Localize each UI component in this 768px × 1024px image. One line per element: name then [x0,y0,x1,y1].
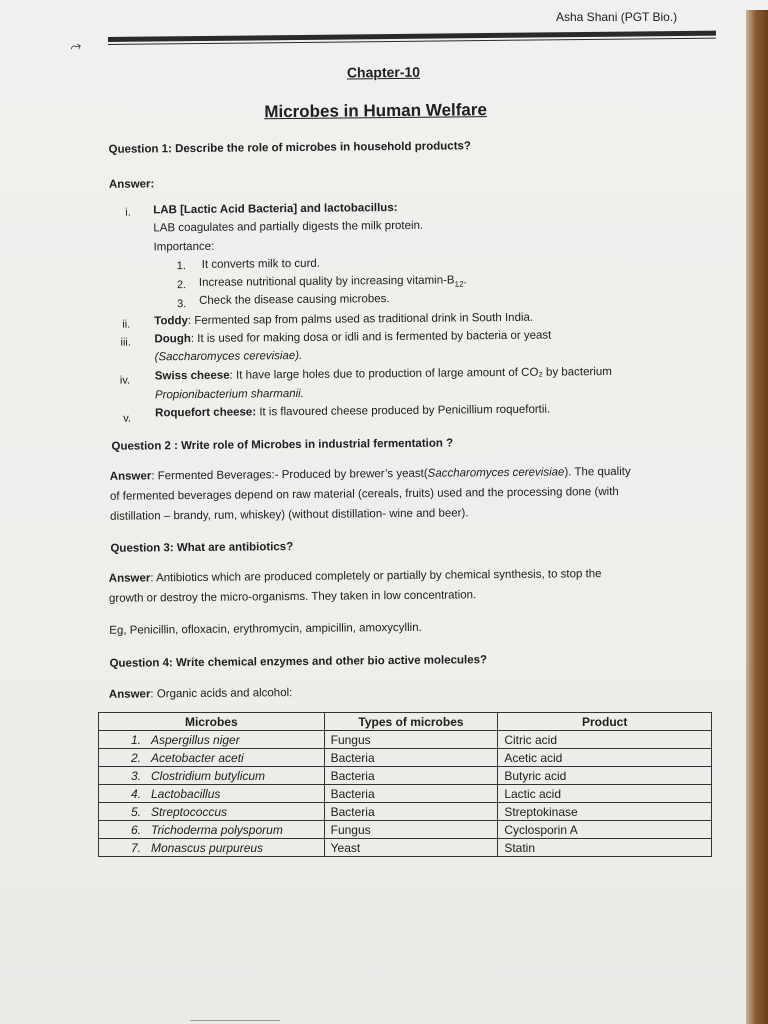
swiss-text: : It have large holes due to production of large amount of CO₂ by bacterium [229,365,612,382]
product-cell: Cyclosporin A [498,821,712,839]
product-cell: Butyric acid [498,767,712,785]
dough-heading: Dough [154,333,191,346]
swiss-heading: Swiss cheese [154,369,230,383]
row-number: 1. [130,732,141,747]
importance-item-1: It converts milk to curd. [201,257,321,271]
vitamin-subscript: 12 [454,279,464,289]
microbes-table [98,712,712,857]
row-number: 7. [130,840,141,855]
table-row [99,839,712,857]
table-row [99,785,712,803]
table-row [99,767,712,785]
microbe-cell [99,821,325,839]
microbe-cell [99,767,325,785]
microbe-name: Clostridium butylicum [151,768,266,783]
microbe-name: Aspergillus niger [151,732,240,747]
answer-2-text-b: ). The quality [564,465,631,479]
product-cell: Streptokinase [498,803,712,821]
microbe-cell [99,749,325,767]
table-row [99,749,712,767]
importance-item-3: Check the disease causing microbes. [199,293,390,307]
answer-3-line-1 [109,568,602,585]
answer-2-line-3: distillation – brandy, rum, whiskey) (without distillation- wine and beer). [110,507,469,523]
importance-num-3: 3. [177,298,187,311]
answer-2-text-a: : Fermented Beverages:- Produced by brewer’s yeast( [151,467,428,483]
type-cell: Bacteria [324,749,498,767]
answer-3-label: Answer [108,572,151,585]
microbe-name: Lactobacillus [151,786,221,801]
swiss-continued: Propionibacterium sharmanii. [154,387,304,402]
question-1: Question 1: Describe the role of microbes in household products? [108,140,471,156]
list-item-dough [154,330,551,346]
type-cell: Bacteria [324,803,498,821]
bottom-mark [190,1020,280,1021]
microbe-cell [99,785,325,803]
product-cell: Citric acid [498,731,712,749]
importance-item-2 [199,274,467,291]
list-num-iv: iv. [119,374,131,387]
list-item-roquefort [155,404,550,420]
question-3: Question 3: What are antibiotics? [110,541,294,555]
product-cell: Statin [498,839,712,857]
answer-4-label: Answer [108,688,151,701]
answer-1-label: Answer: [108,178,155,191]
table-row [99,731,712,749]
row-number: 5. [130,804,141,819]
importance-num-2: 2. [176,279,187,292]
dough-text: : It is used for making dosa or idli and is fermented by bacteria or yeast [190,329,552,345]
pen-mark-icon: ⤳ [67,36,84,56]
row-number: 6. [130,822,141,837]
type-cell: Bacteria [324,785,498,803]
type-cell: Yeast [324,839,498,857]
microbe-name: Monascus purpureus [151,840,264,855]
list-item-toddy [154,312,533,328]
product-cell: Acetic acid [498,749,712,767]
lab-heading: LAB [Lactic Acid Bacteria] and lactobacillus: [153,202,398,217]
answer-3-text: : Antibiotics which are produced completely or partially by chemical synthesis, to stop the [150,568,602,585]
product-cell: Lactic acid [498,785,712,803]
answer-4-text: : Organic acids and alcohol: [150,687,293,701]
author-header: Asha Shani (PGT Bio.) [556,10,678,24]
importance-item-2-text: Increase nutritional quality by increasing vitamin-B [198,274,455,289]
type-cell: Bacteria [324,767,498,785]
answer-4 [109,687,293,701]
list-num-iii: iii. [120,336,131,349]
roquefort-heading: Roquefort cheese: [155,406,257,420]
lab-description: LAB coagulates and partially digests the milk protein. [153,219,424,235]
microbe-name: Streptococcus [151,804,228,819]
page-title: Microbes in Human Welfare [264,100,487,122]
roquefort-text: It is flavoured cheese produced by Penicillium roquefortii. [256,403,551,419]
importance-item-2-tail: . [463,274,467,287]
importance-label: Importance: [153,240,215,254]
header-types: Types of microbes [324,713,498,731]
header-product: Product [498,713,712,731]
microbe-name: Acetobacter aceti [151,750,244,765]
microbe-name: Trichoderma polysporum [151,822,283,837]
toddy-text: : Fermented sap from palms used as traditional drink in South India. [187,311,534,328]
answer-2-line-1 [110,466,631,483]
importance-num-1: 1. [176,260,186,273]
header-microbes: Microbes [99,713,325,731]
list-item-swiss [155,366,612,382]
question-2: Question 2 : Write role of Microbes in industrial fermentation ? [111,437,454,453]
table-row [99,821,712,839]
type-cell: Fungus [324,731,498,749]
row-number: 4. [130,786,141,801]
dough-continued: (Saccharomyces cerevisiae). [154,349,303,364]
question-4: Question 4: Write chemical enzymes and other bio active molecules? [109,654,488,670]
row-number: 2. [130,750,141,765]
row-number: 3. [130,768,141,783]
answer-3-line-2: growth or destroy the micro-organisms. They taken in low concentration. [108,589,477,605]
answer-2-label: Answer [109,470,152,483]
toddy-heading: Toddy [154,315,188,328]
table-header-row [99,713,712,731]
list-item-lab [153,202,397,216]
chapter-heading: Chapter-10 [346,63,421,81]
microbe-cell [99,839,325,857]
antibiotic-examples: Eg, Penicillin, ofloxacin, erythromycin, ampicillin, amoxycyllin. [109,621,422,637]
answer-2-yeast: Saccharomyces cerevisiae [427,466,565,480]
list-num-v: v. [123,412,132,425]
list-num-i: i. [125,206,131,219]
type-cell: Fungus [324,821,498,839]
microbe-cell [99,731,325,749]
answer-2-line-2: of fermented beverages depend on raw material (cereals, fruits) used and the processing done (with [109,485,619,503]
list-num-ii: ii. [122,318,131,331]
table-row [99,803,712,821]
microbe-cell [99,803,325,821]
